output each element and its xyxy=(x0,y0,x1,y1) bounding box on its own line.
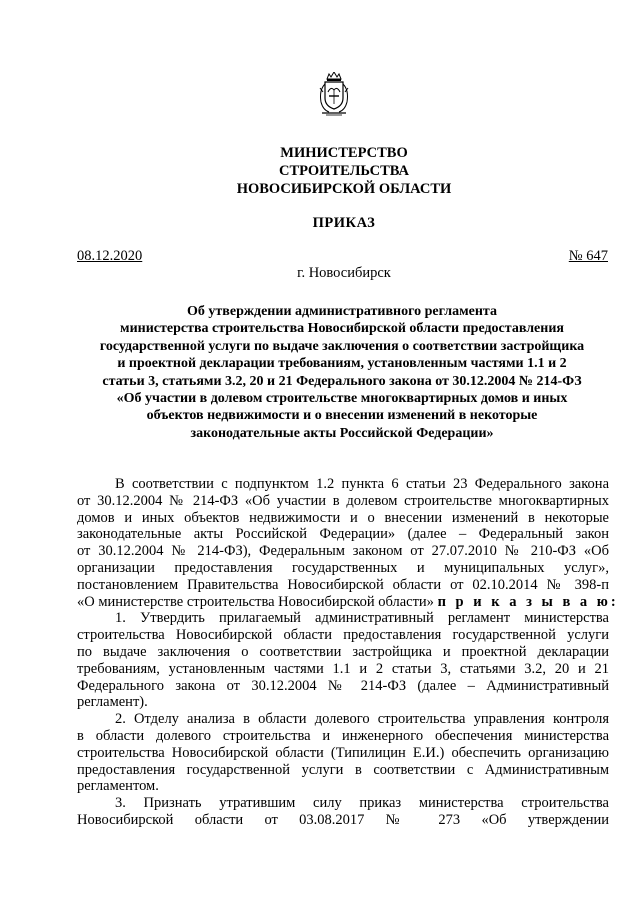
body-line: от 30.12.2004 № 214-ФЗ «Об участии в долевом строительстве многоквартирных xyxy=(77,492,609,509)
body-line: законодательные акты Российской Федерации» (далее – Федеральный закон xyxy=(77,526,609,543)
item-3-line: Новосибирской области от 03.08.2017 № 273 «Об утверждении xyxy=(77,811,609,828)
body-line: организации предоставления государственных и муниципальных услуг», xyxy=(77,559,609,576)
document-date: 08.12.2020 xyxy=(77,248,143,264)
title-line: объектов недвижимости и о внесении изменений в некоторые xyxy=(146,408,538,424)
item-2-line: в области долевого строительства и инженерного обеспечения министерства xyxy=(77,727,609,744)
item-1-line: регламент). xyxy=(77,694,148,711)
title-line: законодательные акты Российской Федерации» xyxy=(190,425,494,441)
title-line: «Об участии в долевом строительстве многоквартирных домов и иных xyxy=(116,391,568,407)
preamble-last: «О министерстве строительства Новосибирской области» xyxy=(77,593,434,610)
body-line: домов и иных объектов недвижимости и о внесении изменений в некоторые xyxy=(77,509,609,526)
body-line: от 30.12.2004 № 214-ФЗ), Федеральным законом от 27.07.2010 № 210-ФЗ «Об xyxy=(77,543,609,560)
item-1-line: Федерального закона от 30.12.2004 № 214-ФЗ (далее – Административный xyxy=(77,677,609,694)
item-2-line: 2. Отделу анализа в области долевого строительства управления контроля xyxy=(115,711,609,728)
body-line: постановлением Правительства Новосибирской области от 02.10.2014 № 398-п xyxy=(77,576,609,593)
title-line: Об утверждении административного регламента xyxy=(187,304,497,319)
title-line: министерства строительства Новосибирской области предоставления xyxy=(120,321,564,337)
ministry-name xyxy=(0,144,640,198)
item-1-line: требованиям, установленным частями 1.1 и 2 статьи 3, статьями 3.2, 20 и 21 xyxy=(77,660,609,677)
item-2-line: регламентом. xyxy=(77,778,159,795)
order-word: п р и к а з ы в а ю: xyxy=(437,593,619,610)
item-1-line: строительства Новосибирской области предоставления государственной услуги xyxy=(77,627,609,644)
item-3-line: 3. Признать утратившим силу приказ министерства строительства xyxy=(115,795,609,812)
novosibirsk-coat-of-arms-icon xyxy=(317,72,351,116)
item-1-line: по выдаче заключения о соответствии застройщика и проектной декларации xyxy=(77,643,609,660)
body-line: В соответствии с подпунктом 1.2 пункта 6 статьи 23 Федерального закона xyxy=(115,476,609,492)
document-type: ПРИКАЗ xyxy=(312,215,376,231)
title-line: государственной услуги по выдаче заключения о соответствии застройщика xyxy=(99,338,585,354)
item-2-line: предоставления государственной услуги в соответствии с Административным xyxy=(77,761,609,778)
document-body xyxy=(77,476,619,829)
document-number: № 647 xyxy=(568,248,608,264)
document-title xyxy=(90,303,594,442)
ministry-line: НОВОСИБИРСКОЙ ОБЛАСТИ xyxy=(236,181,452,197)
item-1-line: 1. Утвердить прилагаемый административный регламент министерства xyxy=(115,610,609,627)
title-line: статьи 3, статьями 3.2, 20 и 21 Федерального закона от 30.12.2004 № 214-ФЗ xyxy=(102,373,582,389)
title-line: и проектной декларации требованиям, установленным частями 1.1 и 2 xyxy=(117,356,567,372)
item-2-line: строительства Новосибирской области (Типилицин Е.И.) обеспечить организацию xyxy=(77,744,609,761)
body-line xyxy=(77,593,619,611)
ministry-line: СТРОИТЕЛЬСТВА xyxy=(278,163,410,179)
document-city: г. Новосибирск xyxy=(297,265,391,281)
ministry-line: МИНИСТЕРСТВО xyxy=(280,145,408,161)
